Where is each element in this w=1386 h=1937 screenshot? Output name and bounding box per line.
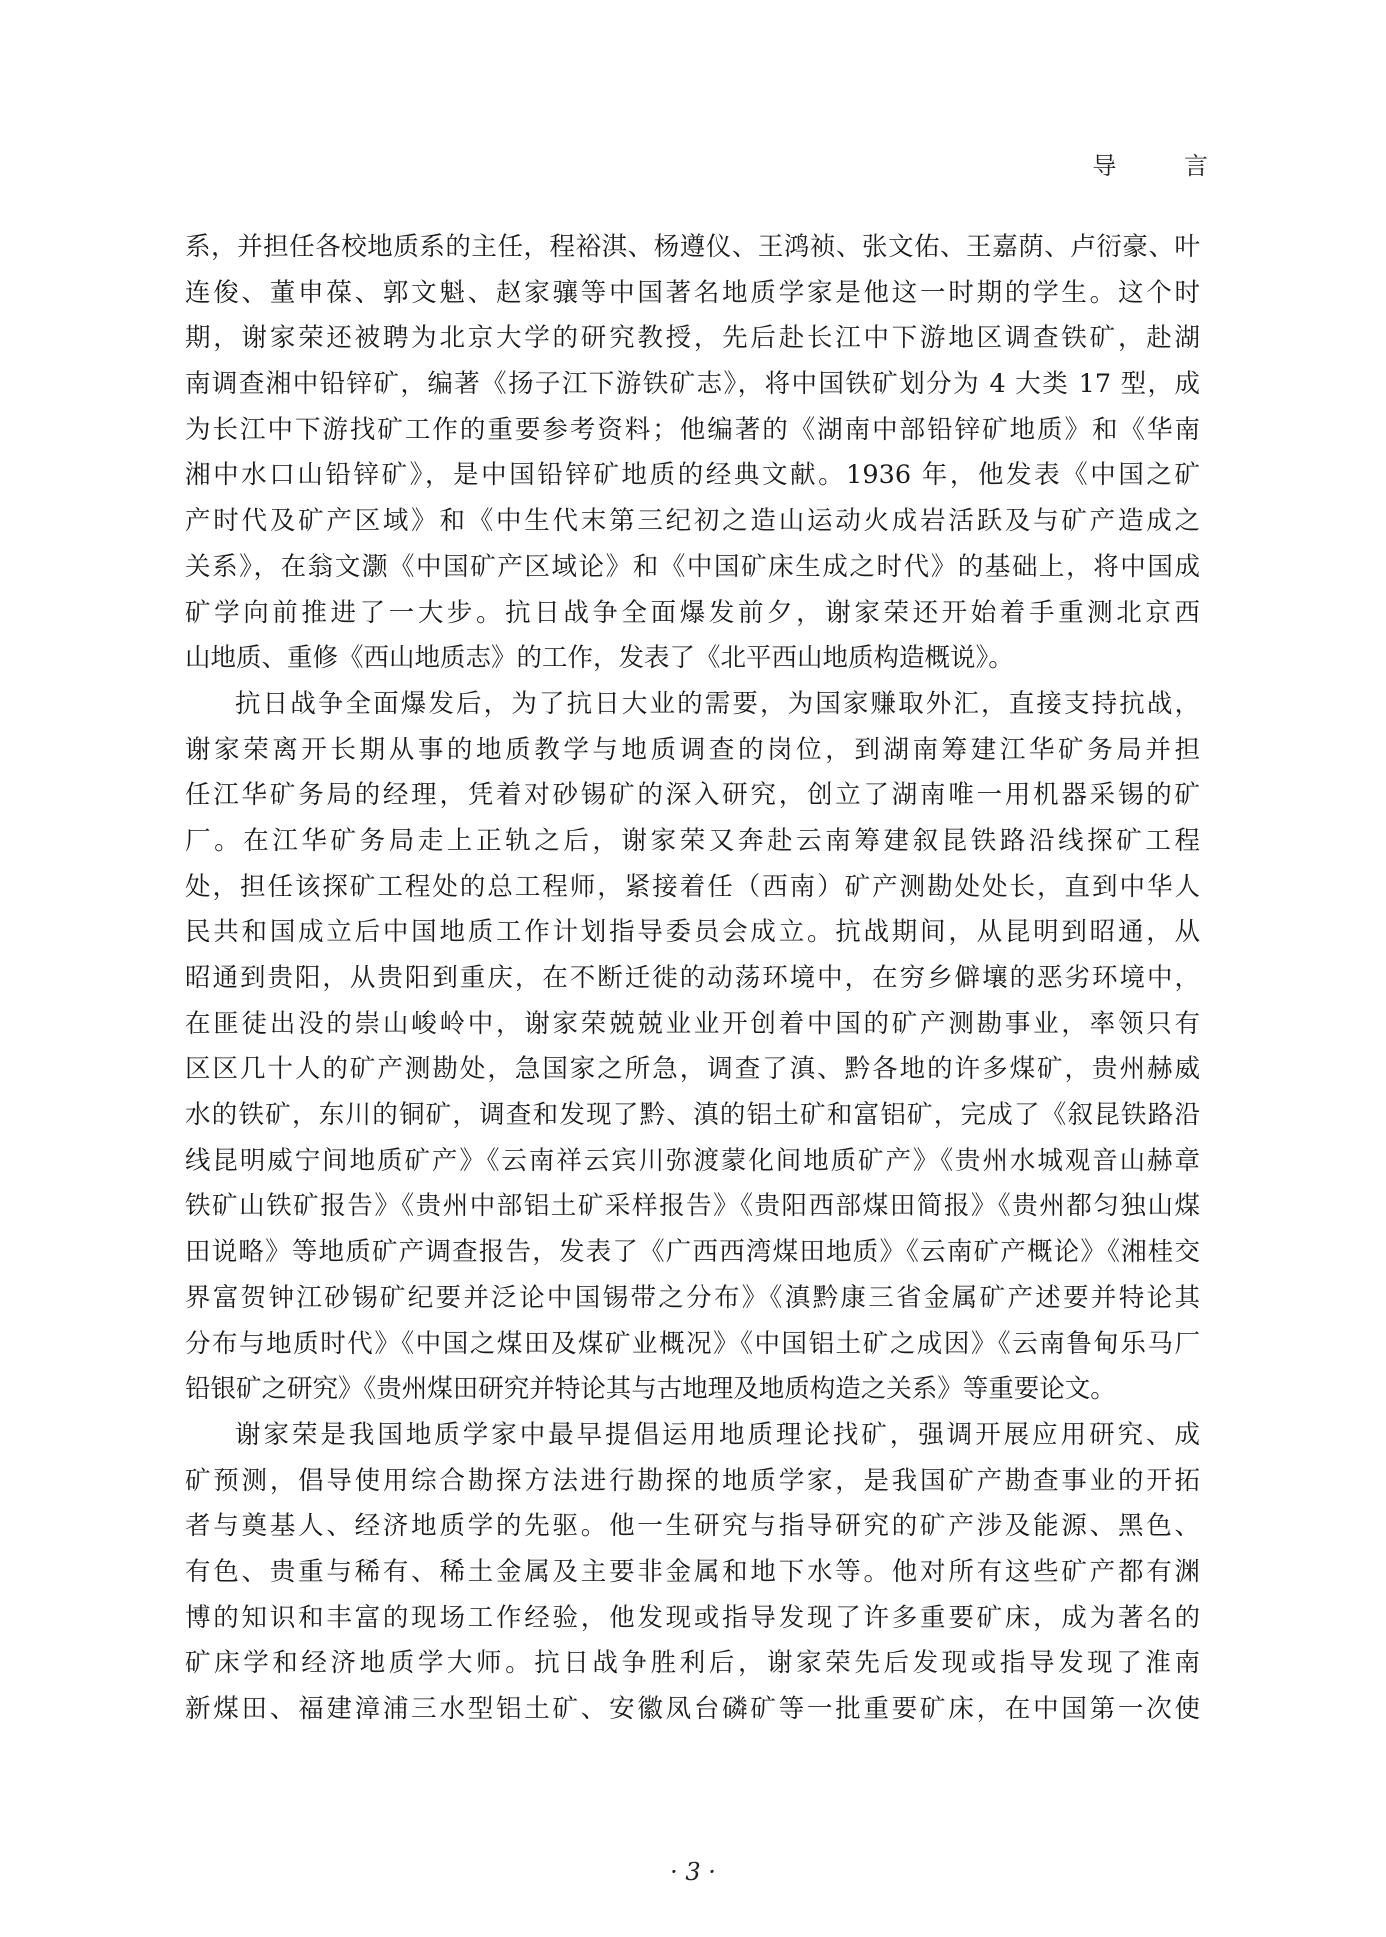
text-line: 线昆明威宁间地质矿产》《云南祥云宾川弥渡蒙化间地质矿产》《贵州水城观音山赫章 — [185, 1145, 1200, 1176]
text-line: 谢家荣离开长期从事的地质教学与地质调查的岗位，到湖南筹建江华矿务局并担 — [185, 734, 1200, 765]
text-line: 矿床学和经济地质学大师。抗日战争胜利后，谢家荣先后发现或指导发现了淮南 — [185, 1648, 1200, 1679]
text-line: 博的知识和丰富的现场工作经验，他发现或指导发现了许多重要矿床，成为著名的 — [185, 1602, 1200, 1633]
text-line: 铁矿山铁矿报告》《贵州中部铝土矿采样报告》《贵阳西部煤田简报》《贵州都匀独山煤 — [185, 1191, 1200, 1222]
text-line: 分布与地质时代》《中国之煤田及煤矿业概况》《中国铝土矿之成因》《云南鲁甸乐马厂 — [185, 1328, 1200, 1359]
text-line: 处，担任该探矿工程处的总工程师，紧接着任（西南）矿产测勘处处长，直到中华人 — [185, 871, 1200, 902]
text-line: 民共和国成立后中国地质工作计划指导委员会成立。抗战期间，从昆明到昭通，从 — [185, 917, 1200, 948]
text-line: 水的铁矿，东川的铜矿，调查和发现了黔、滇的铝土矿和富铝矿，完成了《叙昆铁路沿 — [185, 1100, 1200, 1131]
text-line: 湘中水口山铅锌矿》，是中国铅锌矿地质的经典文献。1936 年，他发表《中国之矿 — [185, 460, 1200, 491]
text-line: 矿学向前推进了一大步。抗日战争全面爆发前夕，谢家荣还开始着手重测北京西 — [185, 597, 1200, 628]
text-line: 任江华矿务局的经理，凭着对砂锡矿的深入研究，创立了湖南唯一用机器采锡的矿 — [185, 780, 1200, 811]
text-line: 田说略》等地质矿产调查报告，发表了《广西西湾煤田地质》《云南矿产概论》《湘桂交 — [185, 1237, 1200, 1268]
text-line: 为长江中下游找矿工作的重要参考资料；他编著的《湖南中部铅锌矿地质》和《华南 — [185, 414, 1200, 445]
text-line: 有色、贵重与稀有、稀土金属及主要非金属和地下水等。他对所有这些矿产都有渊 — [185, 1556, 1200, 1587]
paragraph-end-line: 山地质、重修《西山地质志》的工作，发表了《北平西山地质构造概说》。 — [185, 643, 1014, 674]
text-line: 区区几十人的矿产测勘处，急国家之所急，调查了滇、黔各地的许多煤矿，贵州赫威 — [185, 1054, 1200, 1085]
paragraph-end-line: 铅银矿之研究》《贵州煤田研究并特论其与古地理及地质构造之关系》等重要论文。 — [185, 1374, 1116, 1405]
text-line: 者与奠基人、经济地质学的先驱。他一生研究与指导研究的矿产涉及能源、黑色、 — [185, 1511, 1200, 1542]
text-line: 系，并担任各校地质系的主任，程裕淇、杨遵仪、王鸿祯、张文佑、王嘉荫、卢衍豪、叶 — [185, 232, 1200, 262]
text-line: 新煤田、福建漳浦三水型铝土矿、安徽凤台磷矿等一批重要矿床，在中国第一次使 — [185, 1694, 1200, 1724]
text-line: 厂。在江华矿务局走上正轨之后，谢家荣又奔赴云南筹建叙昆铁路沿线探矿工程 — [185, 825, 1200, 856]
page-number: · 3 · — [670, 1858, 716, 1886]
running-header: 导 言 — [1092, 152, 1238, 180]
text-line: 期，谢家荣还被聘为北京大学的研究教授，先后赴长江中下游地区调查铁矿，赴湖 — [185, 323, 1200, 354]
text-line: 产时代及矿产区域》和《中生代末第三纪初之造山运动火成岩活跃及与矿产造成之 — [185, 506, 1200, 537]
paragraph-start-line: 抗日战争全面爆发后，为了抗日大业的需要，为国家赚取外汇，直接支持抗战， — [235, 688, 1200, 719]
body-text — [185, 225, 1200, 1733]
text-line: 界富贺钟江砂锡矿纪要并泛论中国锡带之分布》《滇黔康三省金属矿产述要并特论其 — [185, 1282, 1200, 1313]
text-line: 关系》，在翁文灏《中国矿产区域论》和《中国矿床生成之时代》的基础上，将中国成 — [185, 551, 1200, 582]
paragraph-start-line: 谢家荣是我国地质学家中最早提倡运用地质理论找矿，强调开展应用研究、成 — [235, 1419, 1200, 1450]
text-line: 矿预测，倡导使用综合勘探方法进行勘探的地质学家，是我国矿产勘查事业的开拓 — [185, 1465, 1200, 1496]
text-line: 昭通到贵阳，从贵阳到重庆，在不断迁徙的动荡环境中，在穷乡僻壤的恶劣环境中， — [185, 963, 1200, 993]
text-line: 南调查湘中铅锌矿，编著《扬子江下游铁矿志》，将中国铁矿划分为 4 大类 17 型，成 — [185, 369, 1200, 400]
text-line: 在匪徒出没的崇山峻岭中，谢家荣兢兢业业开创着中国的矿产测勘事业，率领只有 — [185, 1008, 1200, 1039]
text-line: 连俊、董申葆、郭文魁、赵家骧等中国著名地质学家是他这一时期的学生。这个时 — [185, 277, 1200, 308]
